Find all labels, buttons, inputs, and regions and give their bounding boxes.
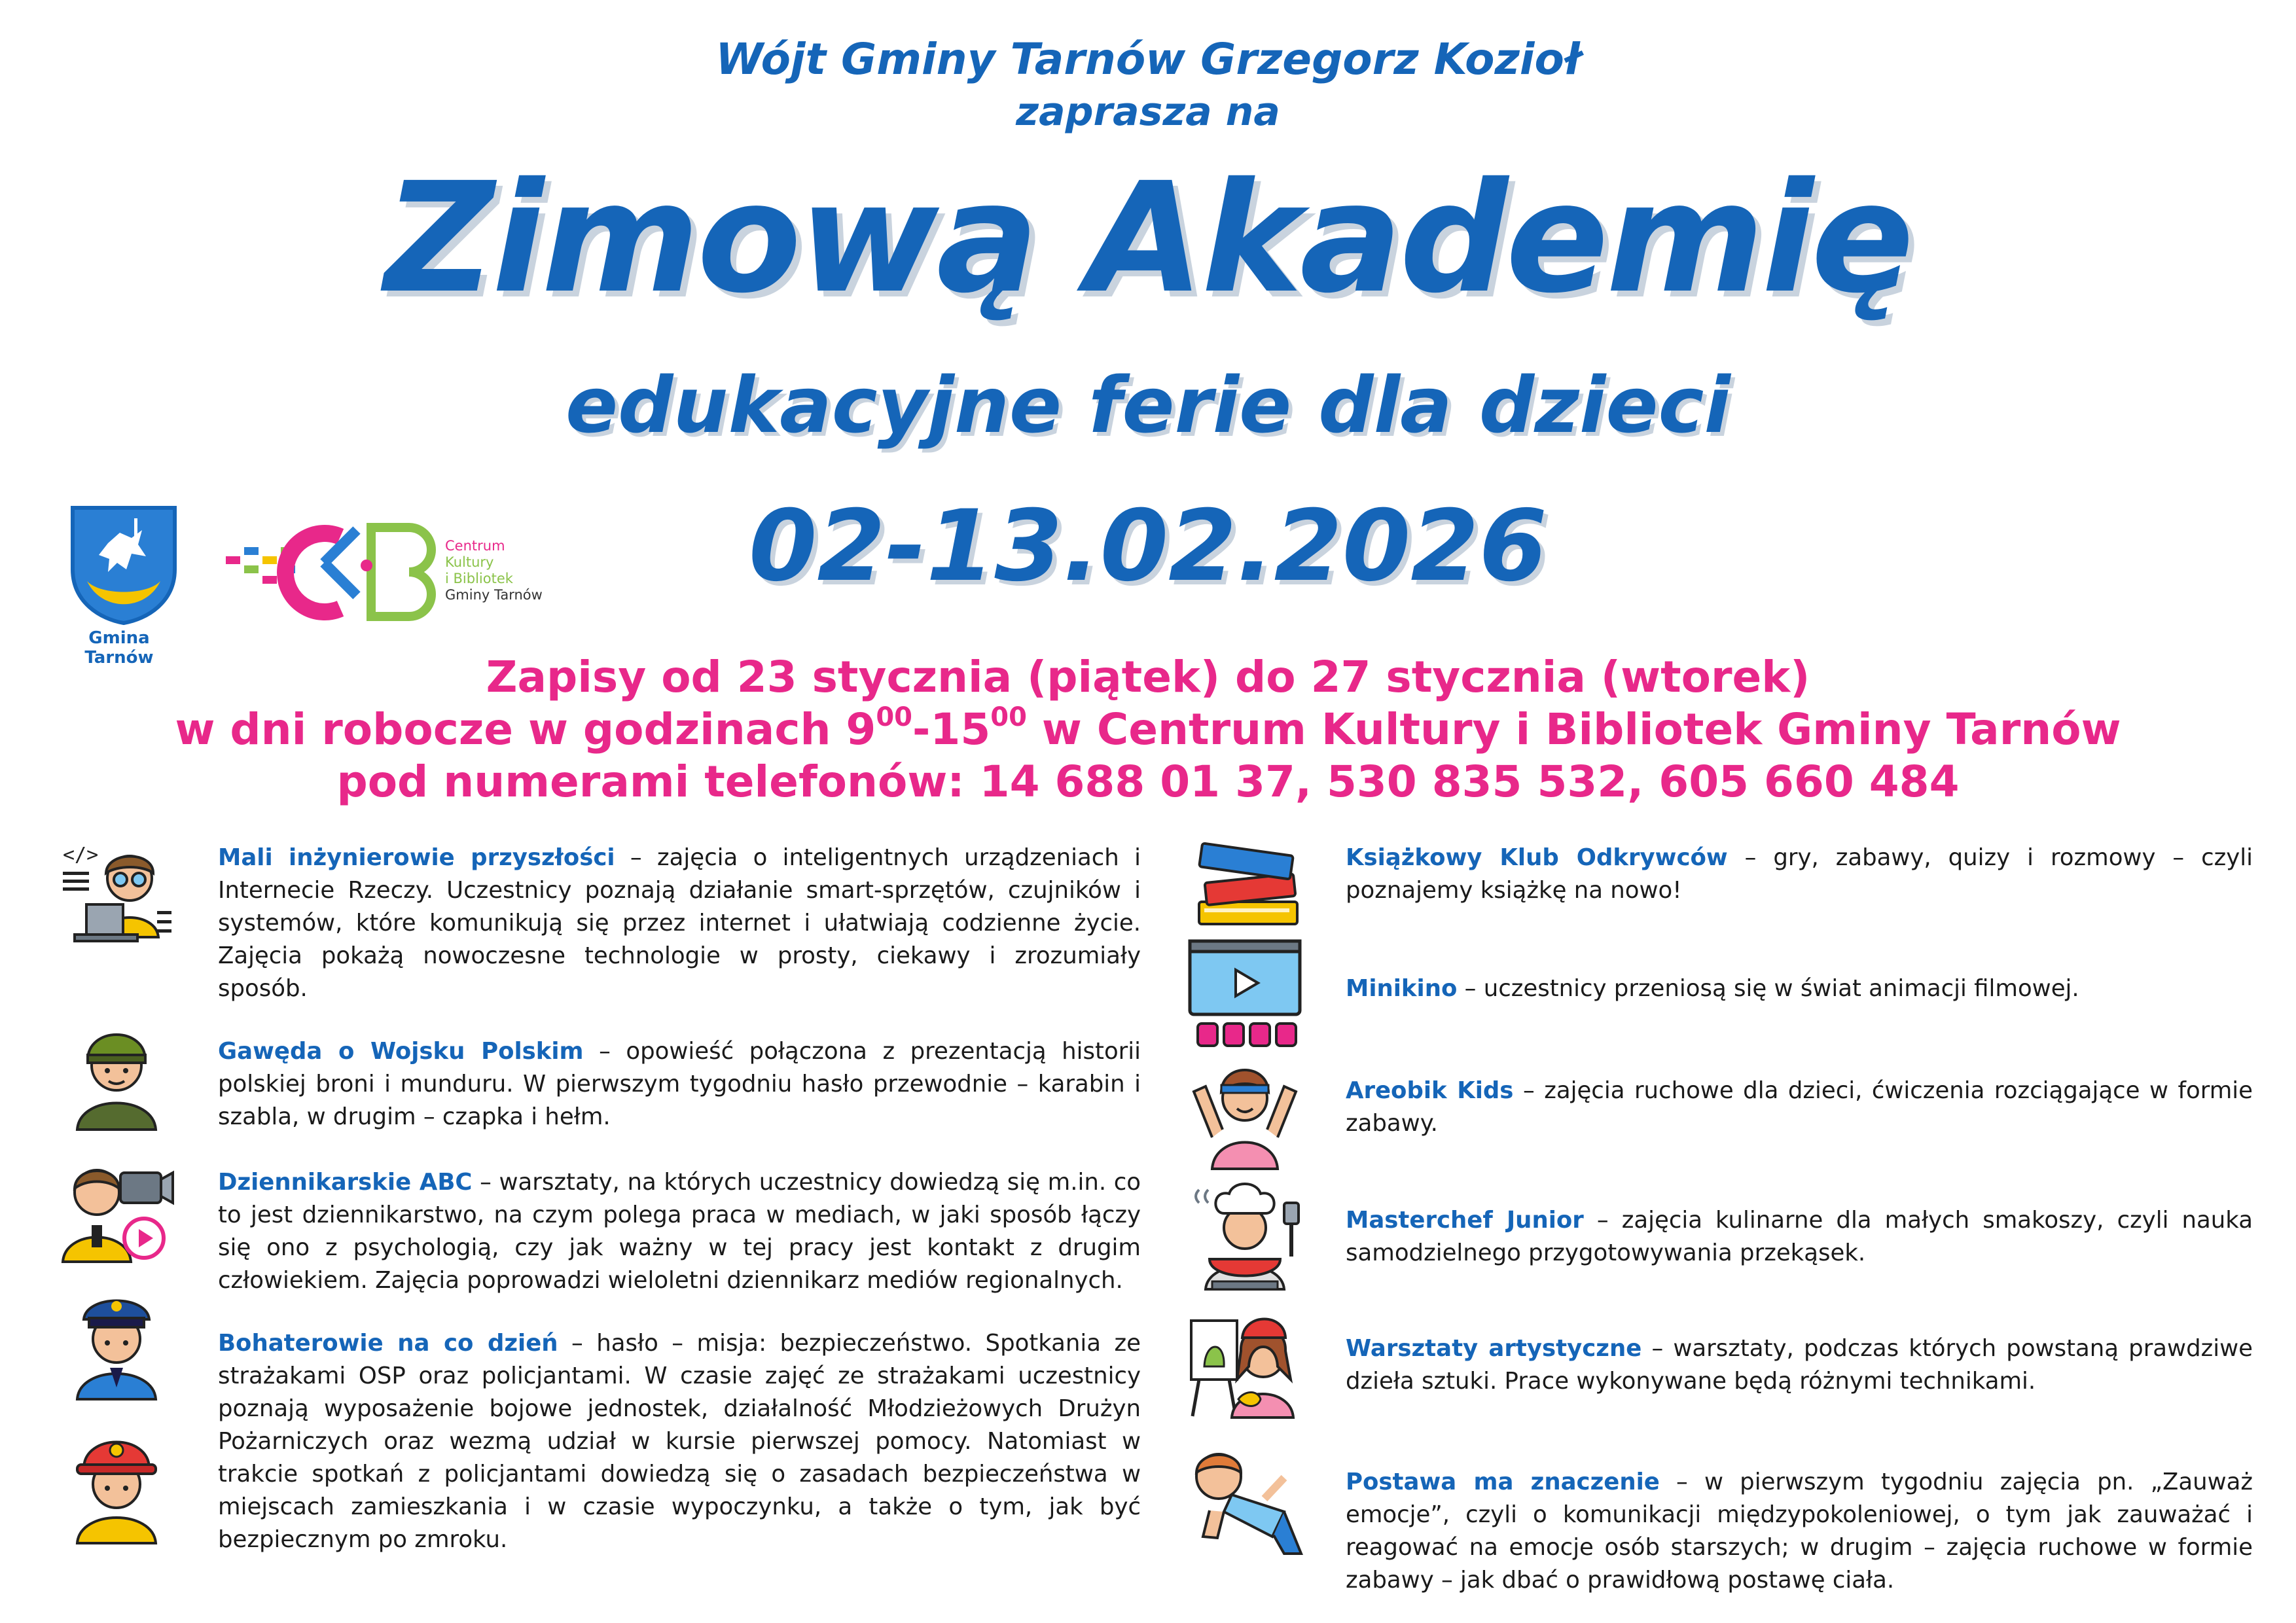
stretching-kid-icon <box>1186 1438 1304 1556</box>
item-desc: – uczestnicy przeniosą się w świat animacji filmowej. <box>1457 975 2079 1002</box>
hours-mid: -15 <box>912 704 991 755</box>
item-desc: – gry, zabawy, quizy i rozmowy – czyli poznajemy książkę na nowo! <box>1346 844 2253 904</box>
item-name: Dziennikarskie ABC <box>218 1169 473 1196</box>
firefighter-icon <box>58 1427 175 1544</box>
ckib-line-4: Gminy Tarnów <box>445 587 543 603</box>
gmina-coat-of-arms-icon <box>69 504 179 625</box>
cinema-icon <box>1186 935 1304 1052</box>
soldier-icon <box>58 1013 175 1131</box>
item-ksiazkowy-klub <box>1346 842 2253 907</box>
ckib-name <box>445 538 543 603</box>
item-name: Warsztaty artystyczne <box>1346 1335 1642 1362</box>
fitness-girl-icon <box>1186 1052 1304 1170</box>
item-name: Areobik Kids <box>1346 1077 1514 1104</box>
organizer-line: Wójt Gminy Tarnów Grzegorz Kozioł <box>715 34 1581 84</box>
item-desc: – opowieść połączona z prezentacją historii polskiej broni i munduru. W pierwszym tygodniu hasło przewodnie – karabin i szabla, w drugim – czapka i hełm. <box>218 1038 1141 1130</box>
item-desc: – warsztaty, podczas których powstaną prawdziwe dzieła sztuki. Prace wykonywane będą różnymi technikami. <box>1346 1335 2253 1395</box>
policeman-icon <box>58 1283 175 1400</box>
hours-sup-1: 00 <box>876 702 912 732</box>
item-name: Masterchef Junior <box>1346 1207 1584 1234</box>
ckib-line-3: i Bibliotek <box>445 571 513 586</box>
books-icon <box>1186 823 1304 941</box>
item-name: Bohaterowie na co dzień <box>218 1330 558 1357</box>
artist-icon <box>1186 1301 1304 1419</box>
ckib-line-2: Kultury <box>445 554 494 570</box>
item-desc: – warsztaty, na których uczestnicy dowiedzą się m.in. co to jest dziennikarstwo, na czym polega praca w mediach, w jaki sposób łączy się ono z psychologią, czy jak ważny w tej pracy jest kontakt z drugim człowiekiem. Zajęcia poprowadzi wieloletni dziennikarz mediów regionalnych. <box>218 1169 1141 1294</box>
item-desc: – w pierwszym tygodniu zajęcia pn. „Zauważ emocje”, czyli o komunikacji międzypokoleniowej, o tym jak zauważać i reagować na emocje osób starszych; w drugim – zajęcia ruchowe w formie zabawy – jak dbać o prawidłową postawę ciała. <box>1346 1469 2253 1594</box>
subtitle: edukacyjne ferie dla dzieci <box>565 360 1731 450</box>
item-areobik-kids <box>1346 1075 2253 1140</box>
registration-hours <box>0 702 2296 755</box>
main-title: Zimową Akademię <box>384 150 1912 327</box>
invite-line: zaprasza na <box>1016 89 1280 135</box>
item-masterchef-junior <box>1346 1204 2253 1270</box>
chef-icon <box>1186 1177 1304 1294</box>
item-minikino <box>1346 972 2253 1005</box>
gmina-label: Gmina Tarnów <box>84 628 154 668</box>
item-name: Mali inżynierowie przyszłości <box>218 844 615 871</box>
item-name: Postawa ma znaczenie <box>1346 1469 1660 1495</box>
item-desc: – zajęcia o inteligentnych urządzeniach i Internecie Rzeczy. Uczestnicy poznają działanie smart-sprzętów, czujników i systemów, które komunikują się przez internet i ułatwiają codzienne życie. Zajęcia pokażą nowoczesne technologie w prosty, ciekawy i zrozumiały sposób. <box>218 844 1141 1002</box>
hours-location: w Centrum Kultury i Bibliotek Gminy Tarnów <box>1026 704 2121 755</box>
item-mali-inzynierowie <box>218 842 1141 1005</box>
ckib-logo-icon <box>226 517 442 628</box>
reporter-icon <box>58 1147 175 1264</box>
item-dziennikarskie <box>218 1166 1141 1297</box>
hours-prefix: w dni robocze w godzinach 9 <box>175 704 876 755</box>
item-desc: – zajęcia kulinarne dla małych smakoszy, czyli nauka samodzielnego przygotowywania przekąsek. <box>1346 1207 2253 1266</box>
registration-dates: Zapisy od 23 stycznia (piątek) do 27 stycznia (wtorek) <box>486 652 1810 702</box>
item-name: Książkowy Klub Odkrywców <box>1346 844 1728 871</box>
programmer-icon <box>58 839 175 957</box>
item-postawa-ma-znaczenie <box>1346 1466 2253 1597</box>
registration-phones: pod numerami telefonów: 14 688 01 37, 530 835 532, 605 660 484 <box>336 757 1960 807</box>
ckib-line-1: Centrum <box>445 538 505 554</box>
event-dates: 02-13.02.2026 <box>749 490 1547 603</box>
item-name: Minikino <box>1346 975 1458 1002</box>
item-gaweda <box>218 1035 1141 1133</box>
item-desc: – zajęcia ruchowe dla dzieci, ćwiczenia rozciągające w formie zabawy. <box>1346 1077 2253 1137</box>
item-warsztaty-artystyczne <box>1346 1332 2253 1398</box>
item-desc: – hasło – misja: bezpieczeństwo. Spotkania ze strażakami OSP oraz policjantami. W czasie zajęć ze strażakami uczestnicy poznają wyposażenie bojowe jednostek, działalność Młodzieżowych Drużyn Pożarniczych oraz wezmą udział w kursie pierwszej pomocy. Natomiast w trakcie spotkań z policjantami dowiedzą się o zasadach bezpieczeństwa w miejscach zamieszkania i w czasie wypoczynku, a także o tym, jak być bezpiecznym po zmroku. <box>218 1330 1141 1553</box>
item-bohaterowie <box>218 1327 1141 1556</box>
hours-sup-2: 00 <box>990 702 1027 732</box>
item-name: Gawęda o Wojsku Polskim <box>218 1038 584 1065</box>
svg-text:</>: </> <box>63 844 99 866</box>
